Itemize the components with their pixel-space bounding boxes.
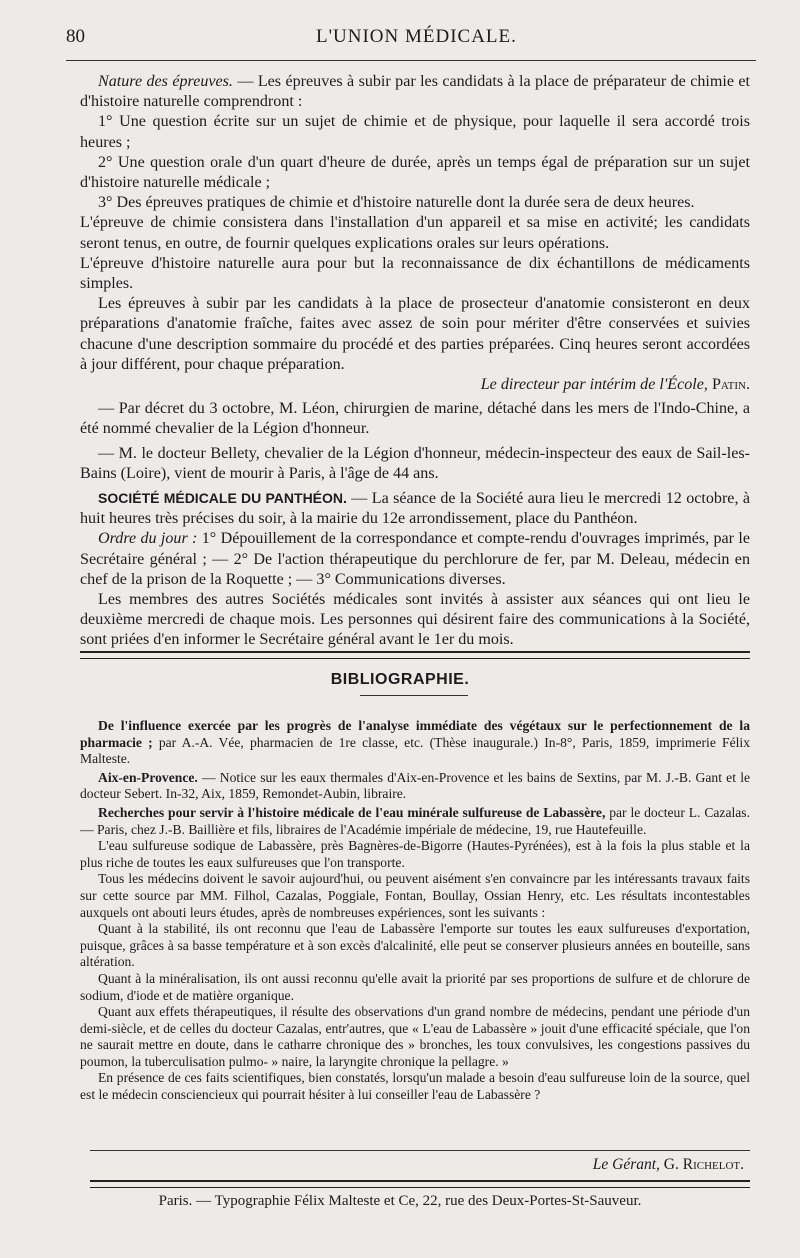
biblio-title: Recherches pour servir à l'histoire médicale de l'eau minérale sulfureuse de Labassère, xyxy=(98,804,606,820)
paragraph-ordre-du-jour xyxy=(80,529,750,590)
paragraph-text: 1° Dépouillement de la correspondance et compte-rendu d'ouvrages imprimés, par le Secrétaire général ; — 2° De l'action thérapeutique du perchlorure de fer, par M. Deleau, médecin en chef de la prison de la Roquette ; — 3° Communications diverses. xyxy=(80,530,750,588)
paragraph-stabilite: Quant à la stabilité, ils ont reconnu que l'eau de Labassère l'emporte sur toutes les eaux sulfureuses d'exportation, puisque, grâces à sa basse température et à son excès d'alcalinité, elle peut se conserver plusieurs années en bouteille, sans altération. xyxy=(80,921,750,970)
bibliography-column xyxy=(80,718,750,1104)
signature-title: Le directeur par intérim de l'École, xyxy=(480,376,708,394)
biblio-details: par le docteur L. Cazalas. — Paris, chez J.-B. Baillière et fils, libraires de l'Académie impériale de médecine, 19, rue Hautefeuille. xyxy=(80,804,750,837)
main-column xyxy=(80,72,750,651)
signature-name: Patin. xyxy=(711,376,750,394)
paragraph-epreuve-2: 2° Une question orale d'un quart d'heure de durée, après un temps égal de préparation sur un sujet d'histoire naturelle médicale ; xyxy=(80,153,750,192)
biblio-title: Aix-en-Provence. xyxy=(98,769,198,785)
biblio-details: par A.-A. Vée, pharmacien de 1re classe, etc. (Thèse inaugurale.) In-8°, Paris, 1859, imprimerie Félix Malteste. xyxy=(80,734,750,767)
page-number: 80 xyxy=(66,26,85,47)
running-title: L'UNION MÉDICALE. xyxy=(316,26,517,47)
footer-rule xyxy=(90,1180,750,1188)
gerant-signature xyxy=(593,1156,744,1174)
paragraph-conclusion: En présence de ces faits scientifiques, bien constatés, lorsqu'un malade a besoin d'eau sulfureuse loin de la source, quel est le médecin consciencieux qui pourrait hésiter à lui conseiller l'eau de Labassère ? xyxy=(80,1070,750,1103)
biblio-entry-labassere xyxy=(80,805,750,838)
paragraph-membres: Les membres des autres Sociétés médicales sont invités à assister aux séances qui ont lieu le deuxième mercredi de chaque mois. Les personnes qui désirent faire des communications à la Société, sont priées d'en informer le Secrétaire général avant le 1er du mois. xyxy=(80,591,750,649)
paragraph-eau-sulfureuse: L'eau sulfureuse sodique de Labassère, près Bagnères-de-Bigorre (Hautes-Pyrénées), est à la fois la plus stable et la plus riche de toutes les eaux sulfureuses que l'on transporte. xyxy=(80,838,750,870)
page-header xyxy=(66,20,756,61)
paragraph-medecins: Tous les médecins doivent le savoir aujourd'hui, ou peuvent aisément s'en convaincre par les intéressants travaux faits sur cette source par MM. Filhol, Cazalas, Poggiale, Fontan, Boullay, Ossian Henry, etc. Les résultats incontestables auxquels ont abouti leurs études, après de nombreuses expériences, sont les suivants : xyxy=(80,871,750,920)
paragraph-chimie: L'épreuve de chimie consistera dans l'installation d'un appareil et sa mise en activité; les candidats seront tenus, en outre, de fournir quelques explications orales sur leurs opérations. xyxy=(80,214,750,252)
paragraph-epreuve-3: 3° Des épreuves pratiques de chimie et d'histoire naturelle dont la durée sera de deux heures. xyxy=(98,194,695,212)
paragraph-effets: Quant aux effets thérapeutiques, il résulte des observations d'un grand nombre de médecins, pendant une période d'un demi-siècle, et de celles du docteur Cazalas, entr'autres, que « L'eau de Labassère » jouit d'une efficacité spéciale, que l'on ne saurait mettre en doute, dans le catharre chronique des » bronches, les toux convulsives, les congestions passives du poumon, la tuberculisation pulmo- » naire, la laryngite chronique la pellagre. » xyxy=(80,1004,750,1069)
paragraph-lead: Ordre du jour : xyxy=(98,530,198,548)
paragraph-societe xyxy=(80,488,750,529)
paragraph-lead: Nature des épreuves. xyxy=(98,73,233,90)
closing-rule xyxy=(90,1150,750,1151)
paragraph-text: — Les épreuves à subir par les candidats à la place de préparateur de chimie et d'histoire naturelle comprendront : xyxy=(80,73,750,111)
paragraph-prosecteur: Les épreuves à subir par les candidats à la place de prosecteur d'anatomie consisteront en deux préparations d'anatomie fraîche, faites avec assez de soin pour mériter d'être conservées et suivies chacune d'une description sommaire du procédé et des parties préparées. Cinq heures seront accordées à jour différent, pour chaque préparation. xyxy=(80,295,750,373)
biblio-details: — Notice sur les eaux thermales d'Aix-en-Provence et les bains de Sextins, par M. J.-B. Gant et le docteur Sebert. In-32, Aix, 1859, Remondet-Aubin, libraire. xyxy=(80,769,750,802)
section-divider xyxy=(80,651,750,659)
biblio-entry-vee xyxy=(80,718,750,768)
biblio-title: De l'influence exercée par les progrès de l'analyse immédiate des végétaux sur le perfectionnement de la pharmacie ; xyxy=(80,718,750,750)
bibliographie-heading: BIBLIOGRAPHIE. xyxy=(330,671,470,688)
paragraph-mineralisation: Quant à la minéralisation, ils ont aussi reconnu qu'elle avait la priorité par ses proportions de sulfure et de chlorure de sodium, d'iode et de matière organique. xyxy=(80,970,750,1003)
gerant-title: Le Gérant, xyxy=(592,1156,660,1173)
paragraph-bellety: — M. le docteur Bellety, chevalier de la Légion d'honneur, médecin-inspecteur des eaux de Sail-les-Bains (Loire), vient de mourir à Paris, à l'âge de 44 ans. xyxy=(80,444,750,482)
paragraph-lead: SOCIÉTÉ MÉDICALE DU PANTHÉON. xyxy=(98,490,347,507)
signature-directeur xyxy=(80,375,750,395)
paragraph-decret: — Par décret du 3 octobre, M. Léon, chirurgien de marine, détaché dans les mers de l'Indo-Chine, a été nommé chevalier de la Légion d'honneur. xyxy=(80,400,750,438)
paragraph-histoire-naturelle: L'épreuve d'histoire naturelle aura pour but la reconnaissance de dix échantillons de médicaments simples. xyxy=(80,254,750,293)
biblio-entry-aix xyxy=(80,770,750,803)
heading-underline xyxy=(360,695,468,696)
paragraph-nature-epreuves xyxy=(80,72,750,112)
paragraph-epreuve-1: 1° Une question écrite sur un sujet de chimie et de physique, pour laquelle il sera accordé trois heures ; xyxy=(80,113,750,151)
printer-footer: Paris. — Typographie Félix Malteste et Ce, 22, rue des Deux-Portes-St-Sauveur. xyxy=(158,1193,642,1209)
paragraph-text: — La séance de la Société aura lieu le mercredi 12 octobre, à huit heures très précises du soir, à la mairie du 12e arrondissement, place du Panthéon. xyxy=(80,490,750,528)
gerant-name: G. Richelot. xyxy=(663,1156,744,1173)
